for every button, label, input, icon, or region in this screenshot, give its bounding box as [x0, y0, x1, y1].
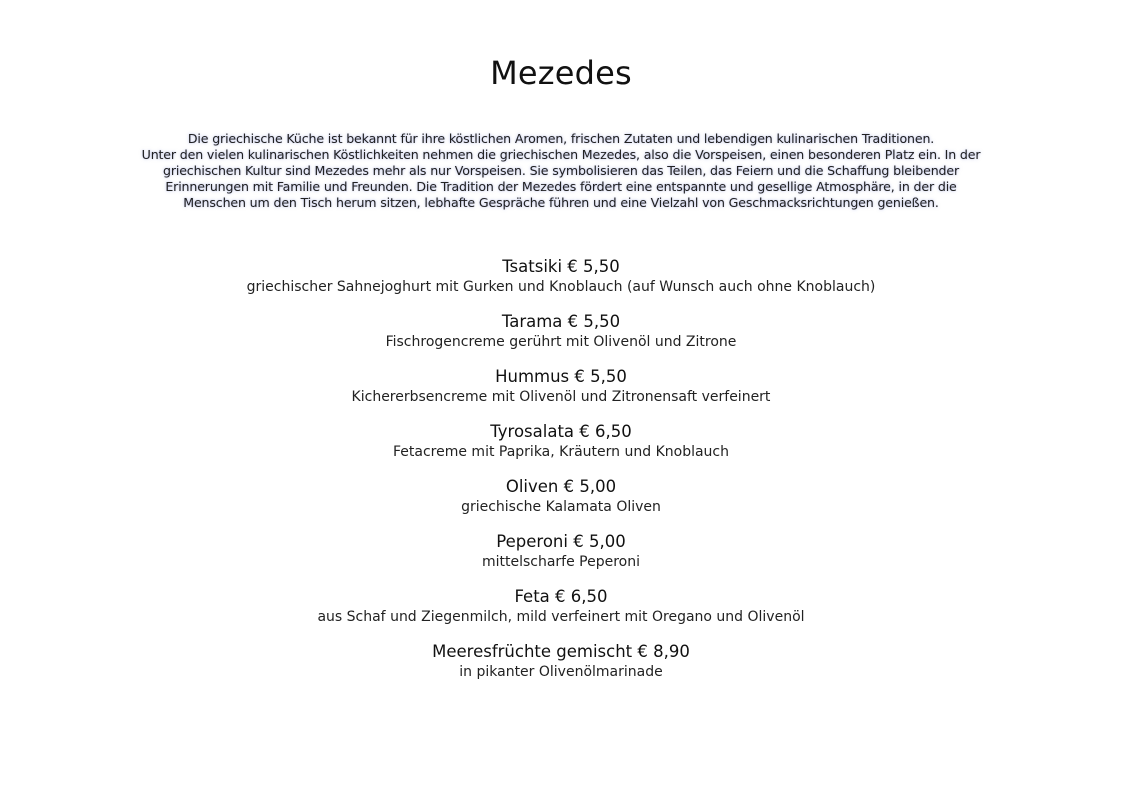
menu-item-name: Tyrosalata € 6,50 [490, 422, 632, 441]
menu-item [0, 256, 1122, 311]
menu-item-description: Fetacreme mit Paprika, Kräutern und Knoblauch [393, 444, 729, 460]
menu-item [0, 421, 1122, 476]
intro-line: Erinnerungen mit Familie und Freunden. Die Tradition der Mezedes fördert eine entspannte und gesellige Atmosphäre, in der die [165, 179, 957, 194]
menu-item-name: Oliven € 5,00 [505, 477, 617, 496]
intro-line: Die griechische Küche ist bekannt für ihre köstlichen Aromen, frischen Zutaten und lebendigen kulinarischen Traditionen. [187, 131, 935, 146]
intro-line: Unter den vielen kulinarischen Köstlichkeiten nehmen die griechischen Mezedes, also die Vorspeisen, einen besonderen Platz ein. In der [141, 147, 981, 162]
menu-item-name: Feta € 6,50 [514, 587, 608, 606]
menu-item-description: griechischer Sahnejoghurt mit Gurken und Knoblauch (auf Wunsch auch ohne Knoblauch) [246, 279, 876, 295]
menu-list [0, 256, 1122, 696]
menu-item-name: Meeresfrüchte gemischt € 8,90 [432, 642, 690, 661]
intro-text [121, 131, 1001, 211]
menu-item-name: Peperoni € 5,00 [496, 532, 626, 551]
menu-item [0, 366, 1122, 421]
intro-line: griechischen Kultur sind Mezedes mehr als nur Vorspeisen. Sie symbolisieren das Teilen, das Feiern und die Schaffung bleibender [162, 163, 959, 178]
menu-item-name: Hummus € 5,50 [495, 367, 627, 386]
menu-item [0, 311, 1122, 366]
menu-item-description: aus Schaf und Ziegenmilch, mild verfeinert mit Oregano und Olivenöl [317, 609, 805, 625]
menu-item-name: Tsatsiki € 5,50 [502, 257, 620, 276]
page-title: Mezedes [490, 54, 632, 92]
intro-line: Menschen um den Tisch herum sitzen, lebhafte Gespräche führen und eine Vielzahl von Geschmacksrichtungen genießen. [183, 195, 939, 210]
menu-item [0, 586, 1122, 641]
menu-item-name: Tarama € 5,50 [501, 312, 621, 331]
menu-item [0, 531, 1122, 586]
menu-item-description: Kichererbsencreme mit Olivenöl und Zitronensaft verfeinert [351, 389, 771, 405]
menu-item-description: mittelscharfe Peperoni [481, 554, 641, 570]
menu-item-description: in pikanter Olivenölmarinade [459, 664, 663, 680]
menu-item-description: Fischrogencreme gerührt mit Olivenöl und Zitrone [385, 334, 737, 350]
menu-item [0, 476, 1122, 531]
menu-item-description: griechische Kalamata Oliven [461, 499, 661, 515]
menu-item [0, 641, 1122, 696]
